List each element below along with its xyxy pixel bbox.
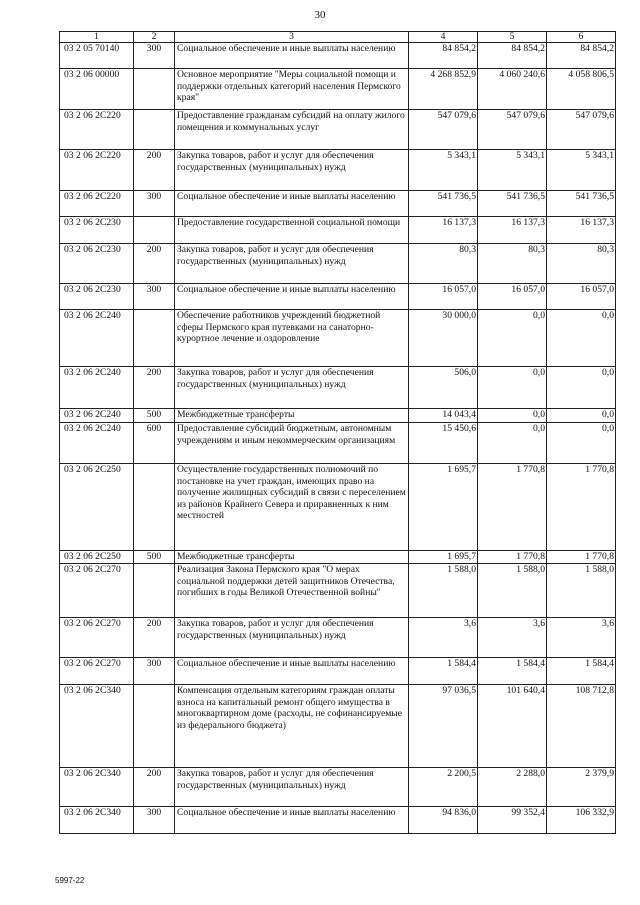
row-value-col5: 101 640,4 [478,685,547,768]
footer-document-code: 5997-22 [55,876,85,885]
row-value-col5: 1 584,4 [478,658,547,685]
table-row [60,244,616,284]
row-name-cell: Предоставление гражданам субсидий на оплату жилого помещения и коммунальных услуг [175,110,409,150]
row-value-col4: 97 036,5 [409,685,478,768]
row-type-cell: 200 [134,367,175,409]
table-header-row [60,32,616,43]
row-type-cell [134,685,175,768]
row-value-col5: 3,6 [478,618,547,658]
row-value-col6: 0,0 [547,310,616,367]
row-value-col6: 4 058 806,5 [547,69,616,110]
row-value-col5: 541 736,5 [478,191,547,217]
row-name-cell: Социальное обеспечение и иные выплаты населению [175,43,409,69]
table-row [60,284,616,310]
row-value-col4: 2 200,5 [409,768,478,807]
table-row [60,367,616,409]
row-value-col6: 16 137,3 [547,217,616,244]
table-row [60,217,616,244]
row-type-cell: 600 [134,423,175,464]
row-code-cell: 03 2 05 70140 [60,43,134,69]
table-row [60,423,616,464]
header-col-2: 2 [134,32,175,43]
row-name-cell: Основное мероприятие "Меры социальной помощи и поддержки отдельных категорий населения Пермского края" [175,69,409,110]
row-code-cell: 03 2 06 2С240 [60,310,134,367]
row-value-col5: 0,0 [478,409,547,423]
row-value-col6: 16 057,0 [547,284,616,310]
row-name-cell: Закупка товаров, работ и услуг для обеспечения государственных (муниципальных) нужд [175,244,409,284]
row-value-col6: 108 712,8 [547,685,616,768]
row-value-col6: 0,0 [547,367,616,409]
row-name-cell: Закупка товаров, работ и услуг для обеспечения государственных (муниципальных) нужд [175,367,409,409]
row-name-cell: Компенсация отдельным категориям граждан оплаты взноса на капитальный ремонт общего имущества в многоквартирном доме (расходы, не софинансируемые из федерального бюджета) [175,685,409,768]
table-row [60,685,616,768]
row-code-cell: 03 2 06 2С270 [60,618,134,658]
table-row [60,409,616,423]
row-type-cell [134,464,175,551]
row-type-cell: 200 [134,618,175,658]
row-value-col5: 0,0 [478,310,547,367]
row-code-cell: 03 2 06 2С230 [60,284,134,310]
row-value-col6: 2 379,9 [547,768,616,807]
row-value-col5: 84 854,2 [478,43,547,69]
row-type-cell: 500 [134,551,175,564]
row-value-col6: 0,0 [547,423,616,464]
row-value-col5: 5 343,1 [478,150,547,191]
row-name-cell: Социальное обеспечение и иные выплаты населению [175,658,409,685]
header-col-3: 3 [175,32,409,43]
row-value-col4: 1 695,7 [409,464,478,551]
row-code-cell: 03 2 06 2С230 [60,244,134,284]
row-value-col6: 541 736,5 [547,191,616,217]
row-value-col5: 4 060 240,6 [478,69,547,110]
header-col-1: 1 [60,32,134,43]
row-value-col4: 16 137,3 [409,217,478,244]
row-value-col4: 30 000,0 [409,310,478,367]
row-value-col6: 5 343,1 [547,150,616,191]
row-value-col5: 0,0 [478,367,547,409]
row-type-cell [134,217,175,244]
budget-table-container [59,31,616,834]
row-code-cell: 03 2 06 2С220 [60,110,134,150]
row-value-col5: 16 057,0 [478,284,547,310]
row-value-col4: 506,0 [409,367,478,409]
row-name-cell: Межбюджетные трансферты [175,409,409,423]
row-type-cell [134,310,175,367]
row-value-col5: 99 352,4 [478,807,547,834]
row-type-cell: 200 [134,150,175,191]
row-value-col4: 3,6 [409,618,478,658]
row-code-cell: 03 2 06 2С340 [60,685,134,768]
table-row [60,310,616,367]
row-value-col5: 0,0 [478,423,547,464]
row-code-cell: 03 2 06 2С340 [60,807,134,834]
row-value-col6: 1 770,8 [547,464,616,551]
row-name-cell: Осуществление государственных полномочий по постановке на учет граждан, имеющих право на получение жилищных субсидий в связи с переселением из районов Крайнего Севера и приравненных к ним местностей [175,464,409,551]
table-row [60,618,616,658]
row-name-cell: Обеспечение работников учреждений бюджетной сферы Пермского края путевками на санаторно-курортное лечение и оздоровление [175,310,409,367]
row-name-cell: Социальное обеспечение и иные выплаты населению [175,284,409,310]
table-row [60,69,616,110]
page-number: 30 [314,9,326,21]
row-type-cell: 300 [134,284,175,310]
row-code-cell: 03 2 06 2С240 [60,423,134,464]
row-value-col6: 0,0 [547,409,616,423]
row-code-cell: 03 2 06 00000 [60,69,134,110]
row-type-cell: 300 [134,191,175,217]
row-type-cell: 200 [134,768,175,807]
row-name-cell: Межбюджетные трансферты [175,551,409,564]
row-name-cell: Предоставление государственной социальной помощи [175,217,409,244]
header-col-5: 5 [478,32,547,43]
budget-table [59,31,616,834]
row-value-col6: 84 854,2 [547,43,616,69]
row-type-cell: 300 [134,807,175,834]
row-name-cell: Предоставление субсидий бюджетным, автономным учреждениям и иным некоммерческим организациям [175,423,409,464]
row-value-col4: 14 043,4 [409,409,478,423]
row-name-cell: Закупка товаров, работ и услуг для обеспечения государственных (муниципальных) нужд [175,768,409,807]
row-name-cell: Социальное обеспечение и иные выплаты населению [175,807,409,834]
row-value-col4: 541 736,5 [409,191,478,217]
row-type-cell [134,69,175,110]
row-type-cell: 500 [134,409,175,423]
table-row [60,658,616,685]
row-value-col4: 4 268 852,9 [409,69,478,110]
table-row [60,551,616,564]
row-value-col4: 1 695,7 [409,551,478,564]
table-row [60,807,616,834]
row-value-col5: 16 137,3 [478,217,547,244]
row-value-col5: 2 288,0 [478,768,547,807]
row-code-cell: 03 2 06 2С270 [60,564,134,618]
row-value-col6: 547 079,6 [547,110,616,150]
table-body [60,43,616,834]
row-value-col5: 80,3 [478,244,547,284]
row-code-cell: 03 2 06 2С250 [60,551,134,564]
row-value-col6: 1 588,0 [547,564,616,618]
row-value-col5: 547 079,6 [478,110,547,150]
row-value-col6: 106 332,9 [547,807,616,834]
row-code-cell: 03 2 06 2С240 [60,409,134,423]
row-value-col4: 1 588,0 [409,564,478,618]
row-value-col5: 1 770,8 [478,551,547,564]
row-type-cell: 300 [134,658,175,685]
table-row [60,768,616,807]
row-code-cell: 03 2 06 2С220 [60,150,134,191]
row-value-col4: 80,3 [409,244,478,284]
row-value-col4: 84 854,2 [409,43,478,69]
row-name-cell: Закупка товаров, работ и услуг для обеспечения государственных (муниципальных) нужд [175,618,409,658]
row-type-cell [134,110,175,150]
row-code-cell: 03 2 06 2С230 [60,217,134,244]
row-code-cell: 03 2 06 2С270 [60,658,134,685]
table-row [60,464,616,551]
table-row [60,191,616,217]
row-type-cell: 300 [134,43,175,69]
row-value-col4: 15 450,6 [409,423,478,464]
row-code-cell: 03 2 06 2С220 [60,191,134,217]
row-type-cell: 200 [134,244,175,284]
row-value-col6: 3,6 [547,618,616,658]
row-value-col4: 16 057,0 [409,284,478,310]
row-value-col6: 1 584,4 [547,658,616,685]
row-value-col4: 1 584,4 [409,658,478,685]
row-name-cell: Закупка товаров, работ и услуг для обеспечения государственных (муниципальных) нужд [175,150,409,191]
row-value-col4: 94 836,0 [409,807,478,834]
row-value-col4: 547 079,6 [409,110,478,150]
row-value-col5: 1 588,0 [478,564,547,618]
row-code-cell: 03 2 06 2С340 [60,768,134,807]
table-row [60,110,616,150]
header-col-4: 4 [409,32,478,43]
row-value-col5: 1 770,8 [478,464,547,551]
row-type-cell [134,564,175,618]
row-value-col4: 5 343,1 [409,150,478,191]
row-name-cell: Социальное обеспечение и иные выплаты населению [175,191,409,217]
table-row [60,43,616,69]
row-name-cell: Реализация Закона Пермского края "О мерах социальной поддержки детей защитников Отечества, погибших в годы Великой Отечественной войны" [175,564,409,618]
table-row [60,564,616,618]
table-row [60,150,616,191]
row-value-col6: 80,3 [547,244,616,284]
header-col-6: 6 [547,32,616,43]
row-code-cell: 03 2 06 2С240 [60,367,134,409]
row-code-cell: 03 2 06 2С250 [60,464,134,551]
row-value-col6: 1 770,8 [547,551,616,564]
